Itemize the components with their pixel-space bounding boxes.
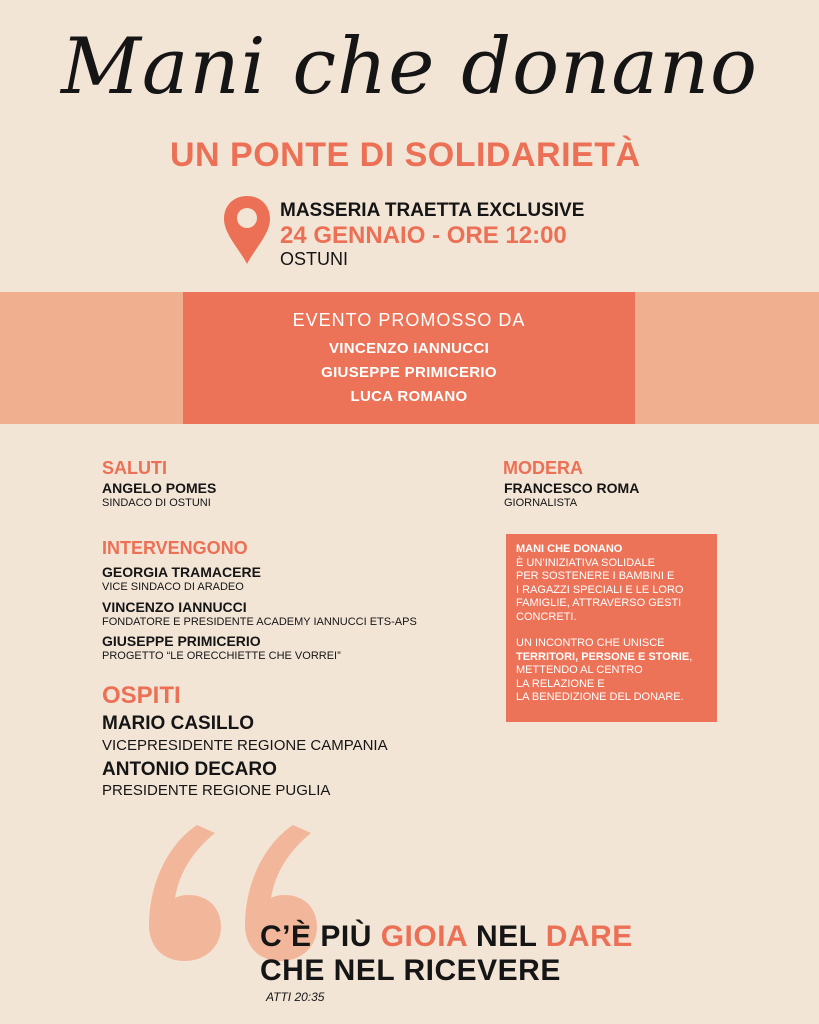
promo-heading: EVENTO PROMOSSO DA — [292, 310, 526, 330]
moderator-name: FRANCESCO ROMA — [504, 480, 640, 496]
info-line: I RAGAZZI SPECIALI E LE LORO — [516, 583, 684, 596]
info-line-highlight: TERRITORI, PERSONE E STORIE, — [516, 650, 693, 663]
venue-city: OSTUNI — [280, 249, 349, 270]
quote-accent: DARE — [545, 920, 633, 953]
quote-part: C’È PIÙ — [260, 920, 381, 953]
speaker-role: SINDACO DI OSTUNI — [102, 497, 211, 509]
info-line: È UN’INIZIATIVA SOLIDALE — [516, 556, 655, 569]
speaker-name: ANGELO POMES — [102, 480, 217, 496]
speaker-name: GIUSEPPE PRIMICERIO — [102, 633, 261, 649]
info-line: METTENDO AL CENTRO — [516, 664, 643, 676]
quote-line-1 — [260, 920, 633, 954]
quote-source: ATTI 20:35 — [266, 990, 325, 1004]
guest-name: ANTONIO DECARO — [102, 759, 277, 780]
info-line: FAMIGLIE, ATTRAVERSO GESTI — [516, 597, 682, 609]
info-line: UN INCONTRO CHE UNISCE — [516, 637, 665, 649]
info-highlight: TERRITORI, PERSONE E STORIE — [516, 650, 690, 663]
quote-accent: GIOIA — [380, 920, 468, 953]
intervengono-heading: INTERVENGONO — [102, 538, 248, 558]
promoter-name: VINCENZO IANNUCCI — [328, 340, 490, 357]
quote-text — [260, 920, 633, 988]
poster-subtitle: UN PONTE DI SOLIDARIETÀ — [170, 136, 641, 174]
venue-info — [280, 200, 584, 270]
moderator-role: GIORNALISTA — [504, 497, 578, 509]
promoter-name: LUCA ROMANO — [350, 388, 468, 405]
promo-box — [183, 292, 635, 424]
ospiti-heading: OSPITI — [102, 682, 181, 709]
event-date: 24 GENNAIO - ORE 12:00 — [280, 221, 567, 249]
info-spacer — [516, 624, 707, 637]
quote-part: NEL — [467, 920, 546, 953]
info-box — [506, 534, 717, 722]
speaker-name: GEORGIA TRAMACERE — [102, 564, 261, 580]
quote-line-2: CHE NEL RICEVERE — [260, 954, 561, 987]
modera-heading: MODERA — [503, 458, 583, 478]
guest-name: MARIO CASILLO — [102, 713, 254, 734]
guest-role: VICEPRESIDENTE REGIONE CAMPANIA — [102, 737, 388, 754]
location-pin-icon — [222, 194, 272, 266]
info-line: CONCRETI. — [516, 610, 577, 623]
info-title: MANI CHE DONANO — [516, 543, 623, 555]
speaker-role: PROGETTO “LE ORECCHIETTE CHE VORREI” — [102, 650, 341, 662]
venue-name: MASSERIA TRAETTA EXCLUSIVE — [280, 200, 585, 221]
speaker-name: VINCENZO IANNUCCI — [102, 599, 247, 615]
speaker-role: FONDATORE E PRESIDENTE ACADEMY IANNUCCI ETS-APS — [102, 616, 417, 628]
saluti-heading: SALUTI — [102, 458, 167, 478]
poster-title: Mani che donano — [60, 22, 759, 112]
info-line: LA RELAZIONE E — [516, 677, 605, 690]
info-line: PER SOSTENERE I BAMBINI E — [516, 570, 675, 582]
guest-role: PRESIDENTE REGIONE PUGLIA — [102, 782, 331, 799]
promoter-name: GIUSEPPE PRIMICERIO — [321, 364, 497, 381]
speaker-role: VICE SINDACO DI ARADEO — [102, 581, 244, 593]
info-line: LA BENEDIZIONE DEL DONARE. — [516, 691, 684, 703]
